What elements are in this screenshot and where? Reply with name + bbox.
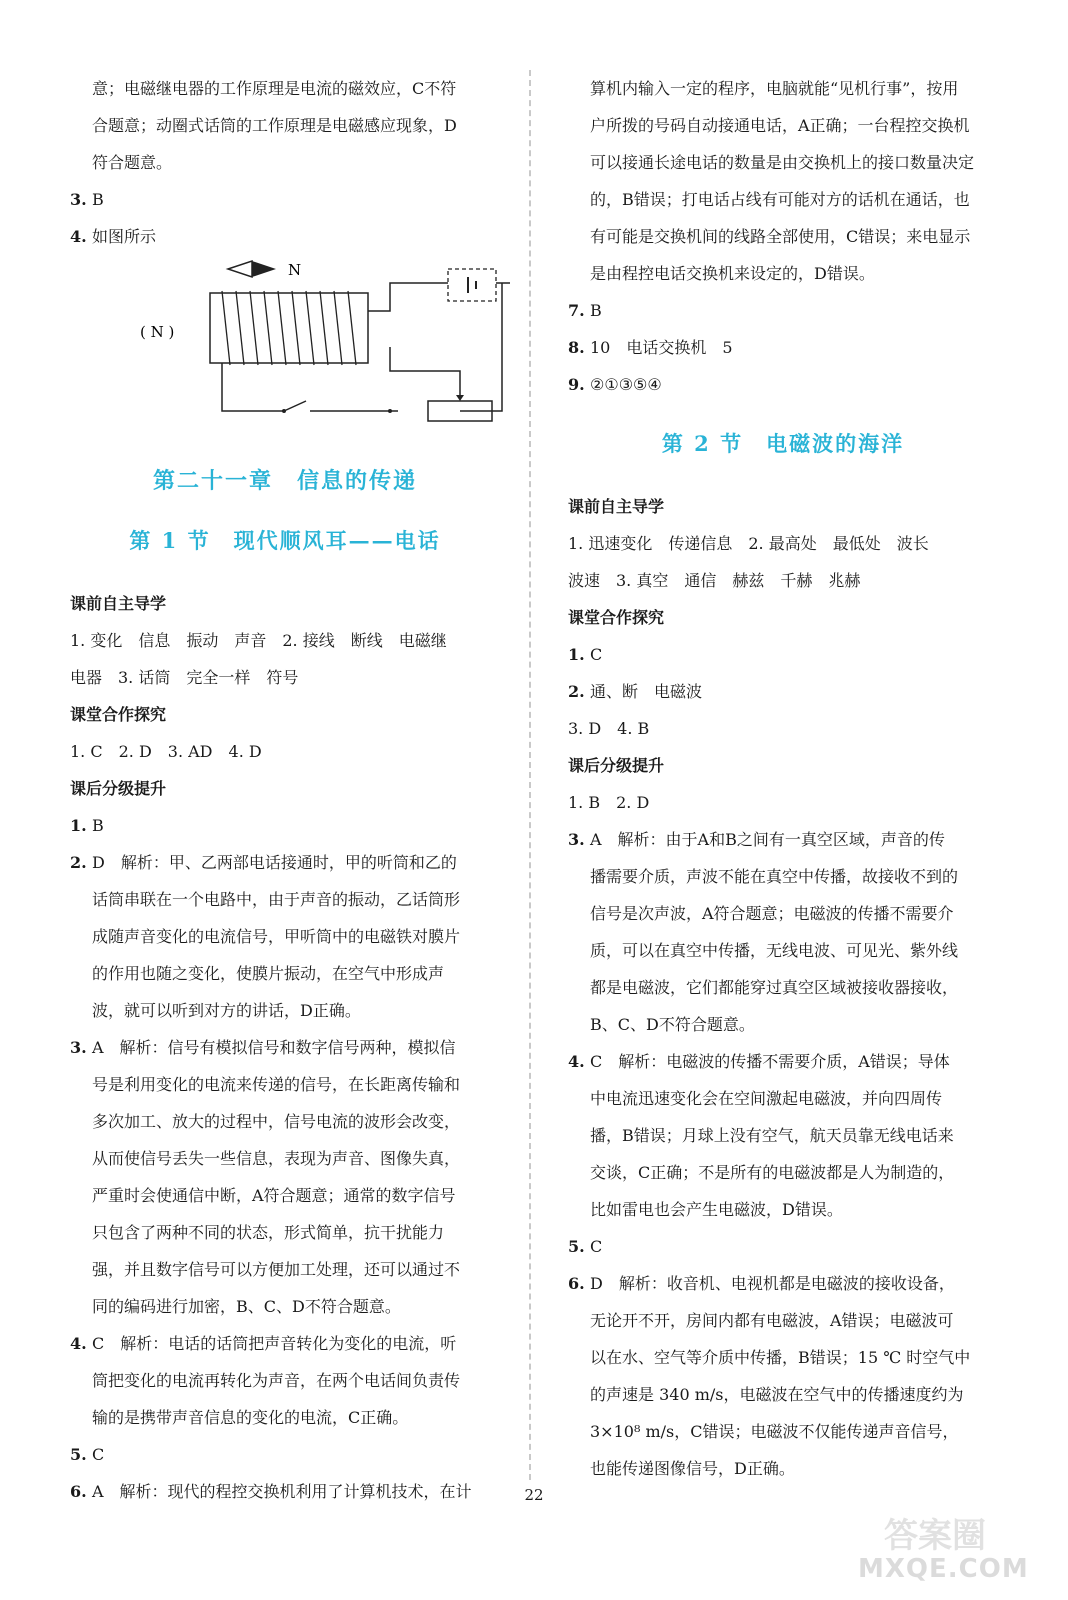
solenoid-core: [210, 293, 368, 363]
heading-pre-study: 课前自主导学: [70, 594, 167, 613]
heading-class: 课堂合作探究: [70, 705, 167, 724]
answer-7: 7. B: [568, 301, 602, 320]
text-line: 意；电磁继电器的工作原理是电流的磁效应，C不符: [92, 79, 457, 98]
text-line: 符合题意。: [92, 153, 173, 172]
right-column: [568, 70, 998, 1487]
answer-3: 3. B: [70, 190, 104, 209]
answer-6: 6. A 解析：现代的程控交换机利用了计算机技术，在计: [70, 1482, 472, 1501]
text-line: 波速 3. 真空 通信 赫兹 千赫 兆赫: [568, 571, 861, 590]
circuit-diagram: [130, 255, 510, 445]
answer-3-analysis: 3. A 解析：由于A和B之间有一真空区域，声音的传 播需要介质，声波不能在真空中传播，故接收不到的 信号是次声波，A符合题意；电磁波的传播不需要介 质，可以在真空中传播，无线电波、可见光、紫外线 都是电磁波，它们都能穿过真空区域被接收器接收， B、C、D不符合题意。: [568, 830, 959, 1034]
text-line: 3. D 4. B: [568, 719, 650, 738]
circuit-figure: [70, 255, 500, 445]
answer-2: 2. D 解析：甲、乙两部电话接通时，甲的听筒和乙的 话筒串联在一个电路中，由于声音的振动，乙话筒形 成随声音变化的电流信号，甲听筒中的电磁铁对膜片 的作用也随之变化，使膜片振动，在空气中形成声 波，就可以听到对方的讲话，D正确。: [70, 853, 461, 1020]
text-line: 1. 迅速变化 传递信息 2. 最高处 最低处 波长: [568, 534, 929, 553]
text-line: 1. 变化 信息 振动 声音 2. 接线 断线 电磁继: [70, 631, 447, 650]
left-column: [70, 70, 500, 1510]
heading-post: 课后分级提升: [70, 779, 167, 798]
column-divider: [529, 70, 531, 1480]
text-line: 1. B 2. D: [568, 793, 650, 812]
answer-1: 1. C: [568, 645, 603, 664]
compass-needle-icon: [228, 261, 276, 277]
text-line: 电器 3. 话筒 完全一样 符号: [70, 668, 299, 687]
text-line: 合题意；动圈式话筒的工作原理是电磁感应现象，D: [92, 116, 457, 135]
chapter-title: 第二十一章 信息的传递: [152, 468, 417, 494]
answer-4-analysis: 4. C 解析：电话的话筒把声音转化为变化的电流，听 筒把变化的电流再转化为声音，在两个电话间负责传 输的是携带声音信息的变化的电流，C正确。: [70, 1334, 461, 1427]
section-title: 第 1 节 现代顺风耳——电话: [129, 528, 441, 553]
heading-post: 课后分级提升: [568, 756, 665, 775]
answer-9: 9. ②①③⑤④: [568, 375, 662, 394]
answer-4-analysis: 4. C 解析：电磁波的传播不需要介质，A错误；导体 中电流迅速变化会在空间激起电磁波，并向四周传 播，B错误；月球上没有空气，航天员靠无线电话来 交谈，C正确；不是所有的电磁波都是人为制造的， 比如雷电也会产生电磁波，D错误。: [568, 1052, 955, 1219]
battery-box: [448, 269, 496, 301]
n-pole-label: ( N ): [140, 323, 175, 341]
answer-6-continued: 算机内输入一定的程序，电脑就能“见机行事”，按用 户所拨的号码自动接通电话，A正确；一台程控交换机 可以接通长途电话的数量是由交换机上的接口数量决定 的，B错误；打电话占线有可能对方的话机在通话，也 有可能是交换机间的线路全部使用，C错误；来电显示 是由程控电话交换机来设定的，D错误。: [590, 79, 975, 283]
answer-4: 4. 如图所示: [70, 227, 157, 246]
answer-5: 5. C: [568, 1237, 603, 1256]
answer-3-analysis: 3. A 解析：信号有模拟信号和数字信号两种，模拟信 号是利用变化的电流来传递的信号，在长距离传输和 多次加工、放大的过程中，信号电流的波形会改变， 从而使信号丢失一些信息，表现为声音、图像失真， 严重时会使通信中断，A符合题意；通常的数字信号 只包含了两种不同的状态，形式简单，抗干扰能力 强，并且数字信号可以方便加工处理，还可以通过不 同的编码进行加密，B、C、D不符合题意。: [70, 1038, 461, 1316]
text-line: 1. C 2. D 3. AD 4. D: [70, 742, 262, 761]
answer-1: 1. B: [70, 816, 104, 835]
coil-windings: [222, 291, 356, 365]
switch-icon: [282, 409, 286, 413]
watermark-logo: 答案圈 MXQE.COM: [858, 1516, 1029, 1584]
n-label: N: [288, 261, 302, 279]
heading-class: 课堂合作探究: [568, 608, 665, 627]
answer-5: 5. C: [70, 1445, 105, 1464]
rheostat-slider-icon: [456, 395, 464, 401]
battery-icon: [468, 277, 476, 293]
answer-8: 8. 10 电话交换机 5: [568, 338, 733, 357]
answer-6-analysis: 6. D 解析：收音机、电视机都是电磁波的接收设备， 无论开不开，房间内都有电磁波，A错误；电磁波可 以在水、空气等介质中传播，B错误；15 ℃ 时空气中 的声速是 340 m/s，电磁波在空气中的传播速度约为 3×10⁸ m/s，C错误；电磁波不仅能传递声音信号， 也能传递图像信号，D正确。: [568, 1274, 971, 1478]
answer-2: 2. 通、断 电磁波: [568, 682, 703, 701]
page-number: 22: [524, 1486, 544, 1504]
section-title: 第 2 节 电磁波的海洋: [661, 431, 905, 456]
heading-pre-study: 课前自主导学: [568, 497, 665, 516]
